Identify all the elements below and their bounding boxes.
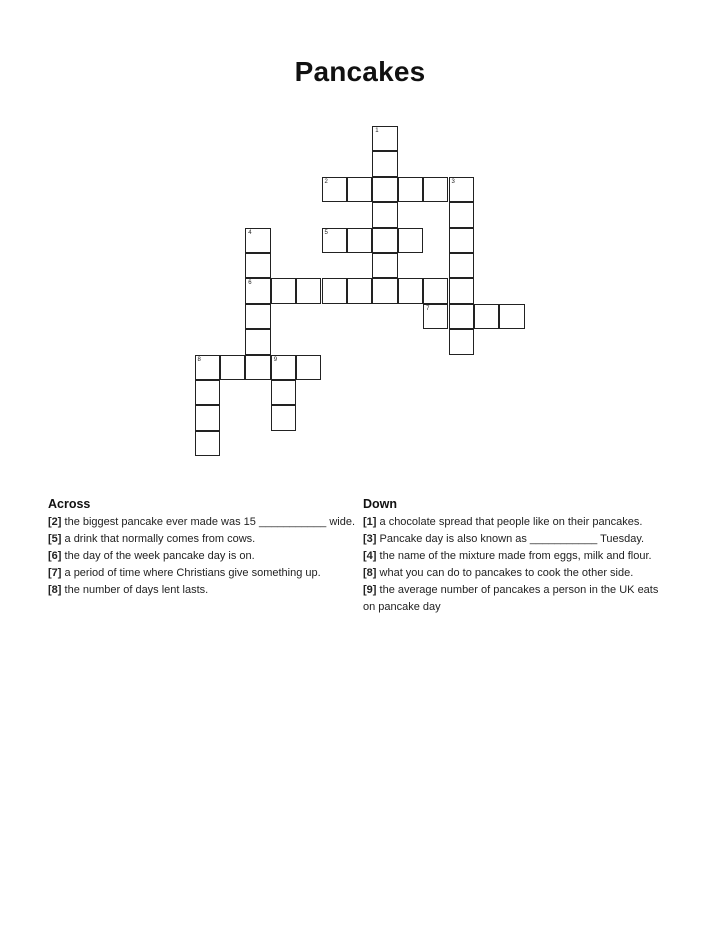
- clue-across-7: [48, 565, 358, 582]
- crossword-cell[interactable]: [423, 177, 448, 202]
- crossword-cell[interactable]: [322, 177, 347, 202]
- clue-across-6: [48, 548, 358, 565]
- crossword-cell[interactable]: [398, 278, 423, 303]
- crossword-cell[interactable]: [245, 278, 270, 303]
- crossword-cell[interactable]: [372, 253, 397, 278]
- cell-number: 3: [451, 178, 455, 185]
- crossword-cell[interactable]: [449, 202, 474, 227]
- crossword-cell[interactable]: [271, 278, 296, 303]
- clue-down-4: [363, 548, 673, 565]
- crossword-cell[interactable]: [245, 228, 270, 253]
- clue-text: the average number of pancakes a person in the UK eats on pancake day: [363, 584, 659, 613]
- clue-number: [9]: [363, 584, 377, 596]
- down-clues: [363, 496, 673, 616]
- cell-number: 7: [426, 305, 430, 312]
- crossword-cell[interactable]: [449, 177, 474, 202]
- crossword-cell[interactable]: [423, 278, 448, 303]
- clue-number: [5]: [48, 533, 62, 545]
- crossword-cell[interactable]: [398, 228, 423, 253]
- clue-number: [6]: [48, 550, 62, 562]
- cell-number: 1: [375, 128, 379, 134]
- clue-text: Pancake day is also known as ___________ Tuesday.: [379, 533, 645, 545]
- clue-text: the number of days lent lasts.: [64, 584, 209, 596]
- cell-number: 6: [248, 280, 252, 287]
- cell-number: 8: [197, 356, 201, 363]
- crossword-cell[interactable]: [372, 278, 397, 303]
- crossword-cell[interactable]: [296, 355, 321, 380]
- crossword-cell[interactable]: [322, 228, 347, 253]
- clue-across-8: [48, 582, 358, 599]
- clue-down-8: [363, 565, 673, 582]
- clue-across-5: [48, 531, 358, 548]
- crossword-cell[interactable]: [372, 228, 397, 253]
- clue-across-2: [48, 514, 358, 531]
- crossword-cell[interactable]: [372, 151, 397, 176]
- crossword-cell[interactable]: [296, 278, 321, 303]
- cell-number: 2: [324, 178, 328, 185]
- clue-text: a drink that normally comes from cows.: [64, 533, 256, 545]
- crossword-cell[interactable]: [322, 278, 347, 303]
- cell-number: 9: [273, 356, 278, 363]
- crossword-cell[interactable]: [195, 355, 220, 380]
- clue-text: a period of time where Christians give something up.: [64, 567, 321, 579]
- crossword-cell[interactable]: [398, 177, 423, 202]
- crossword-cell[interactable]: [245, 253, 270, 278]
- crossword-cell[interactable]: [474, 304, 499, 329]
- clue-number: [1]: [363, 516, 377, 528]
- crossword-cell[interactable]: [372, 202, 397, 227]
- crossword-cell[interactable]: [271, 355, 296, 380]
- clue-number: [7]: [48, 567, 62, 579]
- crossword-cell[interactable]: [449, 253, 474, 278]
- puzzle-title: Pancakes: [294, 56, 426, 87]
- clue-down-1: [363, 514, 673, 531]
- clue-text: the biggest pancake ever made was 15 ___________ wide.: [64, 516, 356, 528]
- clue-text: a chocolate spread that people like on their pancakes.: [379, 516, 643, 528]
- clue-number: [4]: [363, 550, 377, 562]
- across-heading: Across: [48, 497, 91, 511]
- crossword-cell[interactable]: [195, 431, 220, 456]
- crossword-cell[interactable]: [499, 304, 524, 329]
- down-heading: Down: [363, 497, 398, 511]
- crossword-cell[interactable]: [271, 380, 296, 405]
- crossword-cell[interactable]: [195, 405, 220, 430]
- cell-number: 4: [248, 229, 252, 236]
- crossword-cell[interactable]: [347, 228, 372, 253]
- crossword-cell[interactable]: [245, 304, 270, 329]
- crossword-cell[interactable]: [245, 329, 270, 354]
- across-clues: [48, 496, 358, 599]
- clue-text: the day of the week pancake day is on.: [64, 550, 255, 562]
- clue-down-9: [363, 582, 673, 616]
- cell-number: 5: [324, 229, 328, 236]
- crossword-cell[interactable]: [347, 278, 372, 303]
- clue-number: [2]: [48, 516, 62, 528]
- crossword-cell[interactable]: [372, 177, 397, 202]
- crossword-cell[interactable]: [195, 380, 220, 405]
- clue-number: [3]: [363, 533, 377, 545]
- crossword-cell[interactable]: [245, 355, 270, 380]
- crossword-cell[interactable]: [372, 126, 397, 151]
- clue-down-3: [363, 531, 673, 548]
- crossword-cell[interactable]: [347, 177, 372, 202]
- clue-number: [8]: [48, 584, 62, 596]
- clue-text: the name of the mixture made from eggs, milk and flour.: [379, 550, 652, 562]
- crossword-cell[interactable]: [423, 304, 448, 329]
- clue-number: [8]: [363, 567, 377, 579]
- crossword-cell[interactable]: [449, 228, 474, 253]
- crossword-cell[interactable]: [449, 329, 474, 354]
- crossword-cell[interactable]: [449, 278, 474, 303]
- clue-text: what you can do to pancakes to cook the other side.: [379, 567, 634, 579]
- crossword-cell[interactable]: [271, 405, 296, 430]
- crossword-cell[interactable]: [220, 355, 245, 380]
- crossword-cell[interactable]: [449, 304, 474, 329]
